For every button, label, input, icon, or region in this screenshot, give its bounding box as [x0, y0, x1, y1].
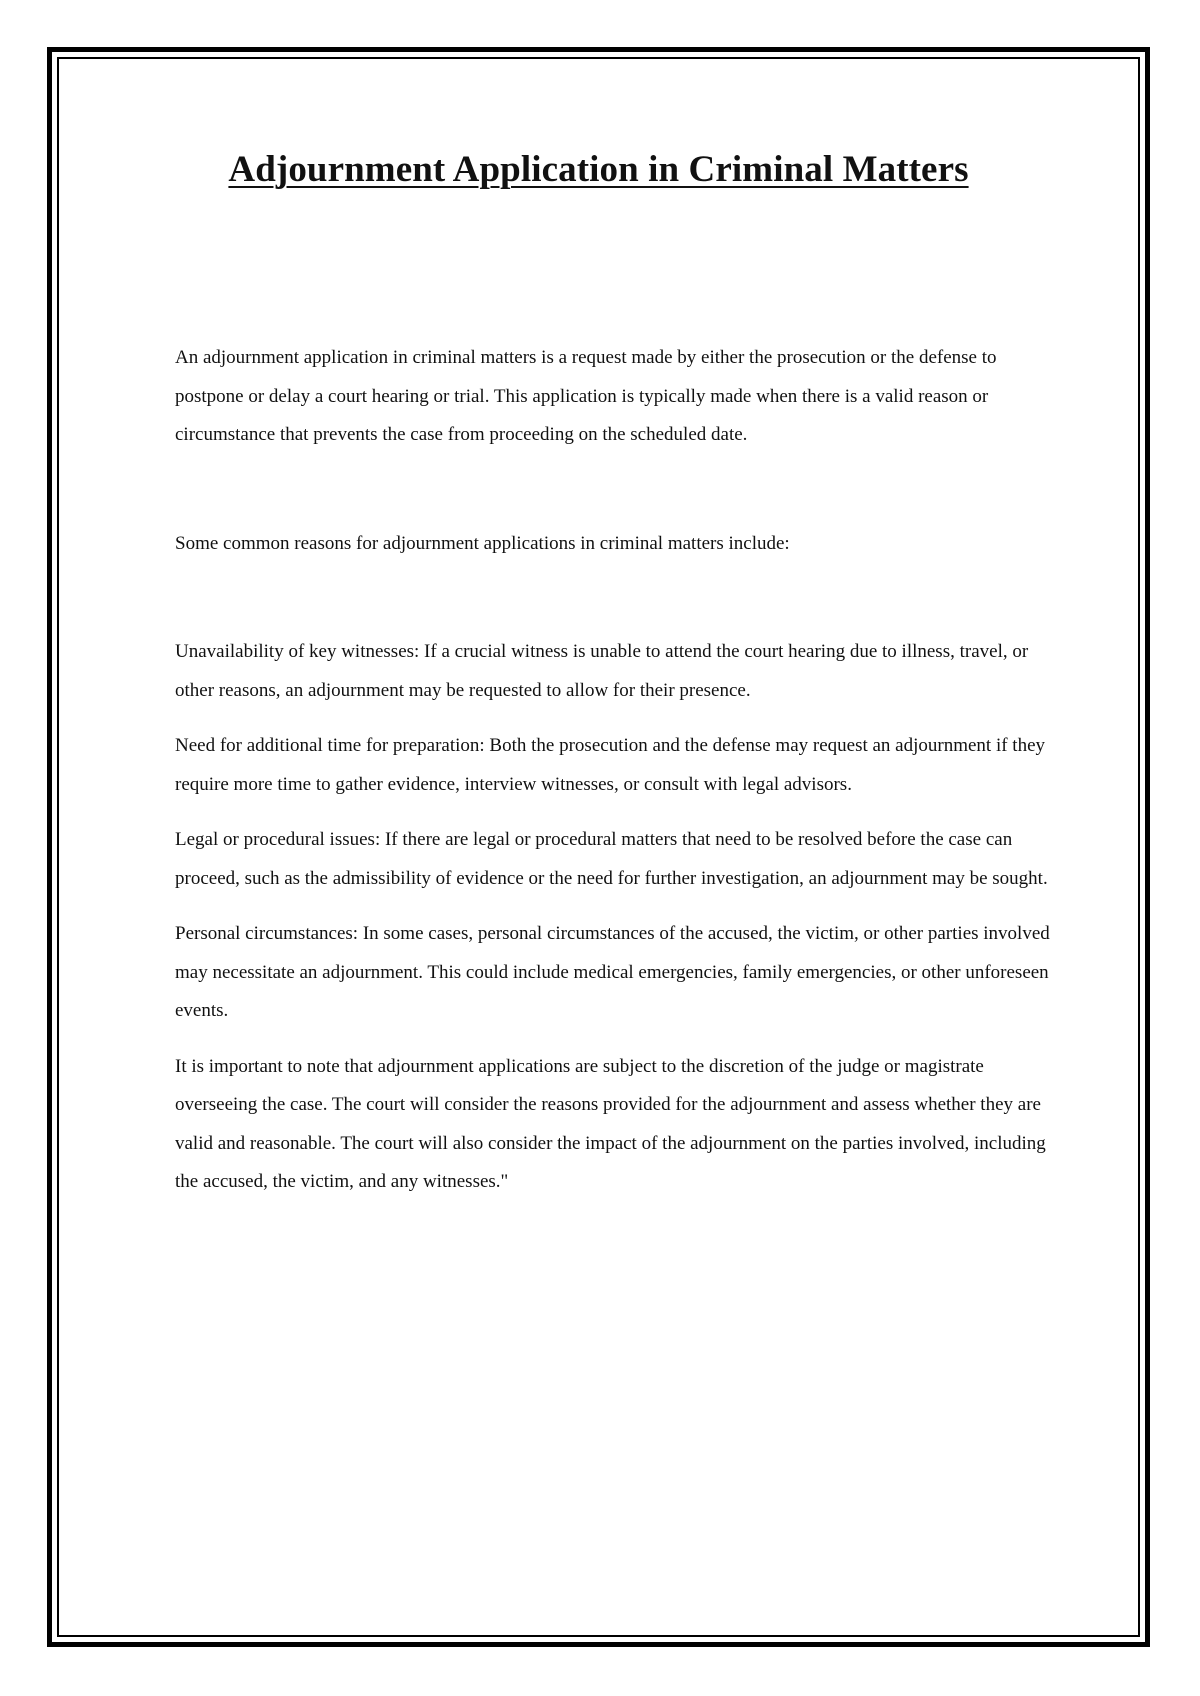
reason-paragraph-witnesses: Unavailability of key witnesses: If a crucial witness is unable to attend the court hearing due to illness, travel, or other reasons, an adjournment may be requested to allow for their presence. [175, 641, 1029, 701]
closing-paragraph: It is important to note that adjournment applications are subject to the discretion of the judge or magistrate overseeing the case. The court will consider the reasons provided for the adjournment and assess whether they are valid and reasonable. The court will also consider the impact of the adjournment on the parties involved, including the accused, the victim, and any witnesses." [175, 1055, 1046, 1192]
reasons-lead-paragraph: Some common reasons for adjournment applications in criminal matters include: [175, 532, 790, 554]
intro-paragraph: An adjournment application in criminal matters is a request made by either the prosecution or the defense to postpone or delay a court hearing or trial. This application is typically made when there is a valid reason or circumstance that prevents the case from proceeding on the scheduled date. [175, 347, 997, 445]
document-title: Adjournment Application in Criminal Matters [228, 149, 969, 190]
document-body [175, 339, 1065, 1202]
reason-paragraph-legal-issues: Legal or procedural issues: If there are legal or procedural matters that need to be resolved before the case can proceed, such as the admissibility of evidence or the need for further investigation, an adjournment may be sought. [175, 829, 1048, 889]
reason-paragraph-preparation: Need for additional time for preparation: Both the prosecution and the defense may request an adjournment if they require more time to gather evidence, interview witnesses, or consult with legal advisors. [175, 735, 1046, 795]
reason-paragraph-personal: Personal circumstances: In some cases, personal circumstances of the accused, the victim, or other parties involved may necessitate an adjournment. This could include medical emergencies, family emergencies, or other unforeseen events. [175, 923, 1050, 1021]
